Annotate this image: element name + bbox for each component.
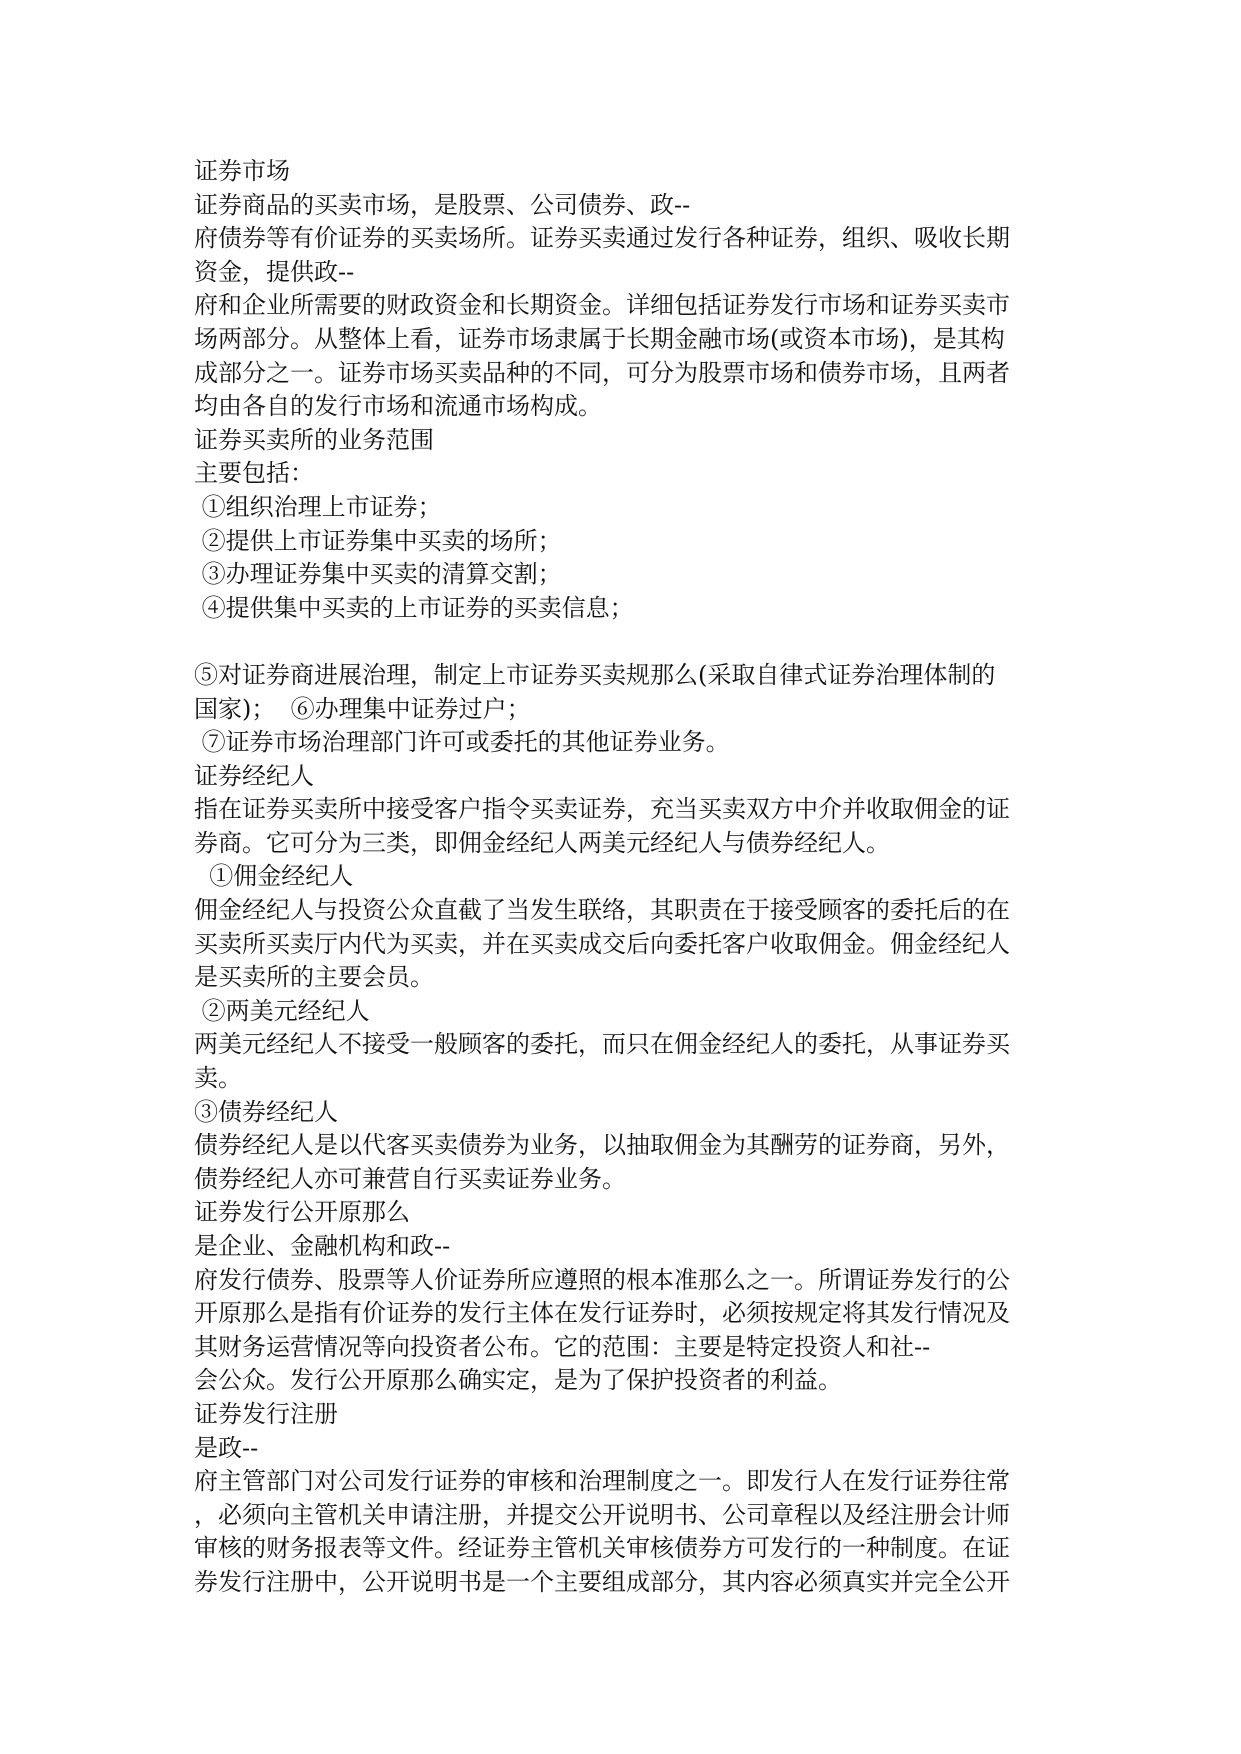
- text-line: 成部分之一。证券市场买卖品种的不同，可分为股票市场和债券市场，且两者: [194, 358, 1010, 387]
- text-line: 债券经纪人是以代客买卖债券为业务，以抽取佣金为其酬劳的证券商，另外，: [194, 1131, 1010, 1160]
- text-line: 审核的财务报表等文件。经证券主管机关审核债券方可发行的一种制度。在证: [194, 1534, 1010, 1563]
- list-item: ③办理证券集中买卖的清算交割；: [194, 560, 562, 589]
- document-body: [194, 155, 1054, 1600]
- text-line: 佣金经纪人与投资公众直截了当发生联络，其职责在于接受顾客的委托后的在: [194, 896, 1010, 925]
- section-heading-issuance-registration: 证券发行注册: [194, 1399, 338, 1428]
- text-line: 资金，提供政--: [194, 257, 355, 286]
- list-item: ①组织治理上市证券；: [194, 492, 442, 521]
- text-line: 会公众。发行公开原那么确实定，是为了保护投资者的利益。: [194, 1366, 842, 1395]
- text-line: 其财务运营情况等向投资者公布。它的范围：主要是特定投资人和社--: [194, 1332, 931, 1361]
- subheading-commission-broker: ①佣金经纪人: [194, 862, 354, 891]
- list-item: ④提供集中买卖的上市证券的买卖信息；: [194, 593, 634, 622]
- text-line: 证券商品的买卖市场，是股票、公司债券、政--: [194, 190, 691, 219]
- text-line: 场两部分。从整体上看，证券市场隶属于长期金融市场(或资本市场)，是其构: [194, 324, 1005, 353]
- text-line: 是政--: [194, 1433, 259, 1462]
- list-item: ⑦证券市场治理部门许可或委托的其他证券业务。: [194, 728, 730, 757]
- list-item: ②提供上市证券集中买卖的场所；: [194, 526, 562, 555]
- text-line: ，必须向主管机关申请注册，并提交公开说明书、公司章程以及经注册会计师: [194, 1500, 1010, 1529]
- text-line: 卖。: [194, 1064, 242, 1093]
- text-line: 府和企业所需要的财政资金和长期资金。详细包括证券发行市场和证券买卖市: [194, 291, 1010, 320]
- text-line: 买卖所买卖厅内代为买卖，并在买卖成交后向委托客户收取佣金。佣金经纪人: [194, 929, 1010, 958]
- section-heading-securities-market: 证券市场: [194, 157, 290, 185]
- text-line: 均由各自的发行市场和流通市场构成。: [194, 392, 602, 421]
- text-line: 府主管部门对公司发行证券的审核和治理制度之一。即发行人在发行证券往常: [194, 1467, 1010, 1496]
- section-heading-exchange-scope: 证券买卖所的业务范围: [194, 425, 434, 454]
- text-line: 两美元经纪人不接受一般顾客的委托，而只在佣金经纪人的委托，从事证券买: [194, 1030, 1010, 1059]
- subheading-two-dollar-broker: ②两美元经纪人: [194, 996, 370, 1025]
- text-line: 府发行债券、股票等人价证券所应遵照的根本准那么之一。所谓证券发行的公: [194, 1265, 1010, 1294]
- text-line: 是买卖所的主要会员。: [194, 963, 434, 992]
- text-line: 券发行注册中，公开说明书是一个主要组成部分，其内容必须真实并完全公开: [194, 1567, 1010, 1596]
- text-line: 券商。它可分为三类，即佣金经纪人两美元经纪人与债券经纪人。: [194, 828, 890, 857]
- section-heading-disclosure-principle: 证券发行公开原那么: [194, 1198, 410, 1227]
- blank-line: [194, 625, 1054, 659]
- text-line: 指在证券买卖所中接受客户指令买卖证券，充当买卖双方中介并收取佣金的证: [194, 795, 1010, 824]
- section-heading-securities-broker: 证券经纪人: [194, 761, 314, 790]
- text-line: 债券经纪人亦可兼营自行买卖证券业务。: [194, 1164, 626, 1193]
- text-line: 府债券等有价证券的买卖场所。证券买卖通过发行各种证券，组织、吸收长期: [194, 224, 1010, 253]
- list-item: ⑤对证券商进展治理，制定上市证券买卖规那么(采取自律式证券治理体制的: [194, 660, 996, 689]
- list-item: 国家)； ⑥办理集中证券过户；: [194, 694, 531, 723]
- text-line: 是企业、金融机构和政--: [194, 1232, 451, 1260]
- subheading-bond-broker: ③债券经纪人: [194, 1097, 338, 1126]
- text-line: 主要包括：: [194, 459, 314, 488]
- text-line: 开原那么是指有价证券的发行主体在发行证券时，必须按规定将其发行情况及: [194, 1299, 1010, 1328]
